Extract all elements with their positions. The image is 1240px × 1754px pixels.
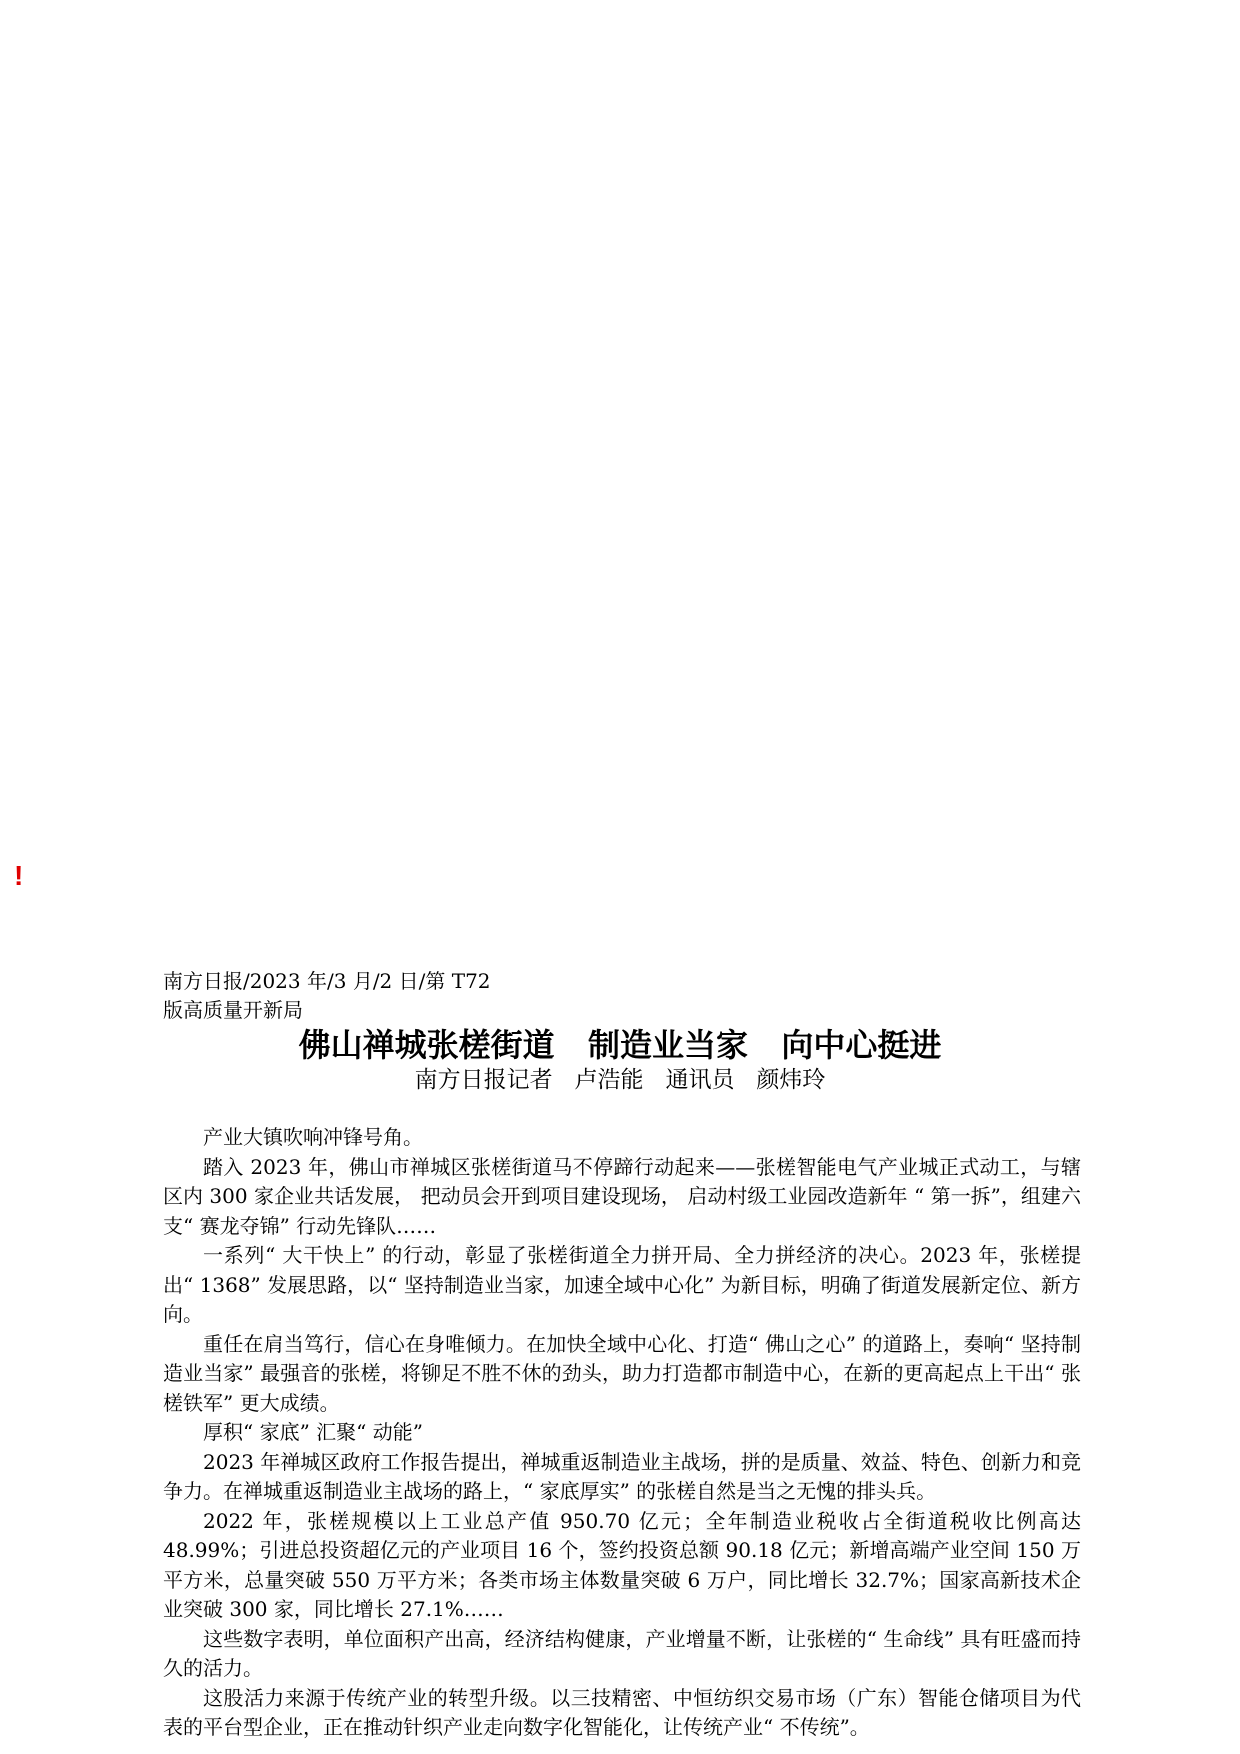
section-heading: 厚积“ 家底” 汇聚“ 动能” <box>203 1420 423 1444</box>
article-byline: 南方日报记者 卢浩能 通讯员 颜炜玲 <box>414 1067 826 1093</box>
paragraph: 产业大镇吹响冲锋号角。 <box>203 1125 423 1149</box>
source-line-1: 南方日报/2023 年/3 月/2 日/第 T72 <box>163 969 491 993</box>
source-line <box>163 967 563 1025</box>
paragraph: 2022 年，张槎规模以上工业总产值 950.70 亿元；全年制造业税收占全街道税收比例高达 48.99%；引进总投资超亿元的产业项目 16 个，签约投资总额 90.18 亿元；新增高端产业空间 150 万平方米，总量突破 550 万平方米；各类市场主体数量突破 6 万户，同比增长 32.7%；国家高新技术企业突破 300 家，同比增长 27.1%…… <box>163 1508 1081 1621</box>
article-headline: 佛山禅城张槎街道 制造业当家 向中心挺进 <box>298 1026 942 1064</box>
red-exclamation-mark: ! <box>14 860 24 891</box>
paragraph: 重任在肩当笃行，信心在身唯倾力。在加快全域中心化、打造“ 佛山之心” 的道路上，奏响“ 坚持制造业当家” 最强音的张槎，将铆足不胜不休的劲头，助力打造都市制造中心，在新的更高起点上干出“ 张槎铁军” 更大成绩。 <box>163 1331 1081 1415</box>
paragraph: 这些数字表明，单位面积产出高，经济结构健康，产业增量不断，让张槎的“ 生命线” 具有旺盛而持久的活力。 <box>163 1626 1081 1680</box>
paragraph: 2023 年禅城区政府工作报告提出，禅城重返制造业主战场，拼的是质量、效益、特色、创新力和竞争力。在禅城重返制造业主战场的路上，“ 家底厚实” 的张槎自然是当之无愧的排头兵。 <box>163 1449 1081 1503</box>
paragraph: 一系列“ 大干快上” 的行动，彰显了张槎街道全力拼开局、全力拼经济的决心。2023 年，张槎提出“ 1368” 发展思路，以“ 坚持制造业当家，加速全域中心化” 为新目标，明确了街道发展新定位、新方向。 <box>163 1243 1081 1326</box>
paragraph: 踏入 2023 年，佛山市禅城区张槎街道马不停蹄行动起来——张槎智能电气产业城正式动工，与辖区内 300 家企业共话发展， 把动员会开到项目建设现场， 启动村级工业园改造新年 “ 第一拆”，组建六支“ 赛龙夺锦” 行动先锋队…… <box>163 1154 1081 1238</box>
article-body <box>163 1123 1081 1743</box>
paragraph: 这股活力来源于传统产业的转型升级。以三技精密、中恒纺织交易市场（广东）智能仓储项目为代表的平台型企业，正在推动针织产业走向数字化智能化，让传统产业“ 不传统”。 <box>163 1685 1081 1739</box>
source-line-2: 版高质量开新局 <box>163 998 303 1022</box>
